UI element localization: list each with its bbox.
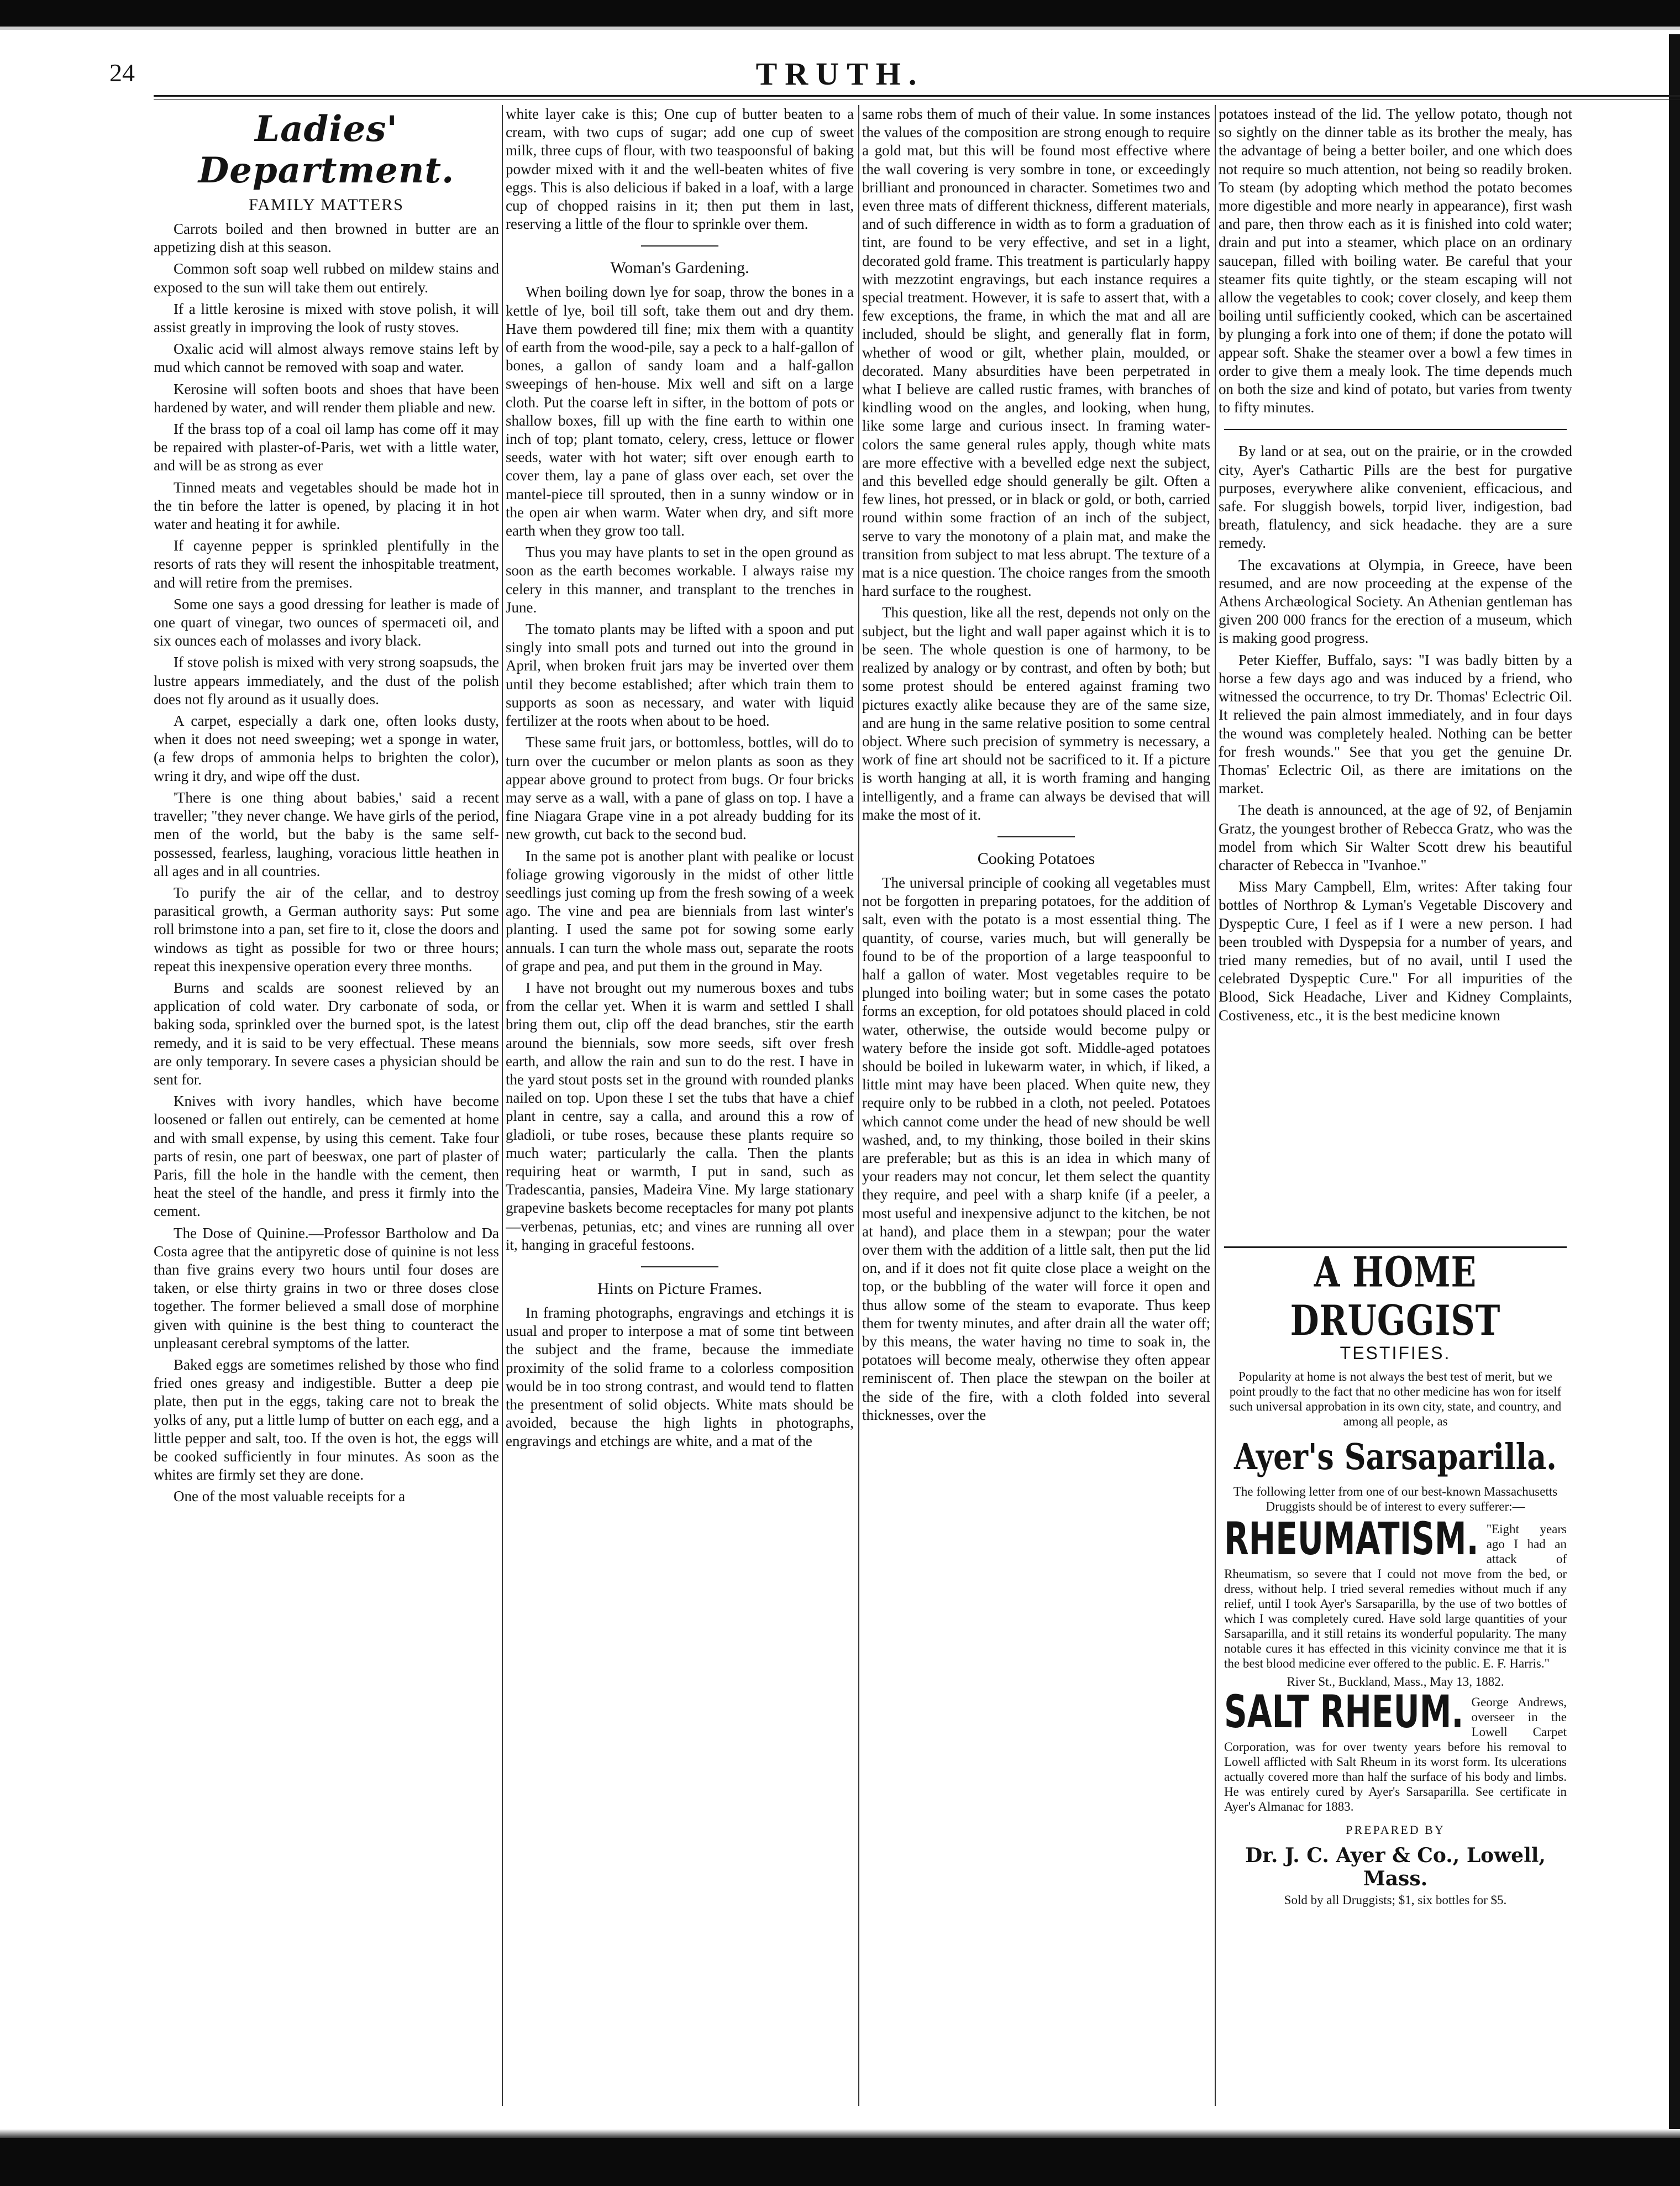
paragraph: Knives with ivory handles, which have become loosened or fallen out entirely, can be cemented at home and with small expense, by using this cement. Take four parts of resin, one part of beeswax, one part of plaster of Paris, fill the hole in the handle with the cement, then heat the steel of the handle, and press it firmly into the cement.: [154, 1093, 499, 1220]
department-title: Ladies' Department.: [198, 108, 455, 191]
paragraph: One of the most valuable receipts for a: [174, 1488, 406, 1505]
header-rule: [154, 95, 1680, 97]
paragraph: The death is announced, at the age of 92, of Benjamin Gratz, the youngest brother of Rebecca Gratz, who was the model from which Sir Walter Scott drew his beautiful character of Rebecca in "Ivanhoe.": [1219, 801, 1572, 873]
paragraph: The excavations at Olympia, in Greece, have been resumed, and are now proceeding at the expense of the Athens Archæological Society. An Athenian gentleman has given 200 000 francs for the erection of a museum, which is making good progress.: [1219, 556, 1572, 647]
header-rule-thin: [154, 99, 1680, 100]
column-4: [1219, 105, 1572, 1244]
paragraph: Tinned meats and vegetables should be made hot in the tin before the latter is opened, by placing it in hot water and heating it for awhile.: [154, 479, 499, 533]
section-separator: [641, 245, 718, 247]
section-separator: [998, 836, 1075, 837]
ad-rheumatism-text: "Eight years ago I had an attack of Rheumatism, so severe that I could not move from the bed, or dress, without help. I tried several remedies without much if any relief, until I took Ayer's Sarsaparilla, by the use of two bottles of which I was completely cured. Have sold large quantities of your Sarsaparilla, and it still retains its wonderful popularity. The many notable cures it has effected in this vicinity convince me that it is the best blood medicine ever offered to the public. E. F. Harris.": [1224, 1522, 1567, 1670]
paragraph: If stove polish is mixed with very strong soapsuds, the lustre appears immediately, and the dust of the polish does not fly around as it usually does.: [154, 654, 499, 707]
paragraph: Carrots boiled and then browned in butter are an appetizing dish at this season.: [154, 221, 499, 256]
ad-prepared-by: PREPARED BY: [1346, 1823, 1445, 1837]
paragraph: In the same pot is another plant with pealike or locust foliage growing vigorously in the midst of other little seedlings just coming up from the fresh sowing of a week ago. The vine and pea are biennials from last winter's planting. I used the same pot for sowing some early annuals. I can turn the whole mass out, separate the roots of grape and pea, and put them in the ground in May.: [506, 847, 854, 974]
article-continuation: [1219, 105, 1572, 417]
paragraph: Thus you may have plants to set in the open ground as soon as the earth becomes workable. I always raise my celery in this manner, and transplant to the trenches in June.: [506, 544, 854, 616]
article-body: [154, 220, 499, 1506]
paragraph: This question, like all the rest, depends not only on the subject, but the light and wall paper against which it is to be seen. The whole question is one of harmony, to be realized by analogy or by contrast, and often by both; but some protest should be entered against framing two pictures exactly alike because they are of the same size, and are hung in the same relative position to some central object. Where such precision of symmetry is necessary, a work of fine art should not be sacrificed to it. If a picture is worth hanging at all, it is worth framing and hanging intelligently, and a frame can always be devised that will make the most of it.: [862, 604, 1210, 823]
ad-intro: Popularity at home is not always the best test of merit, but we point proudly to the fact that no other medicine has won for itself such universal approbation in its own city, state, and country, and among all people, as: [1229, 1370, 1562, 1428]
section-separator: [1224, 429, 1567, 430]
paragraph: In framing photographs, engravings and etchings it is usual and proper to interpose a mat of some tint between the subject and the frame, because the immediate proximity of the solid frame to a colorless composition would be in too strong contrast, and would tend to flatten the presentment of solid objects. White mats should be avoided, because the high lights in photographs, engravings and etchings are white, and a mat of the: [506, 1304, 854, 1450]
article-body: [862, 874, 1210, 1424]
paragraph: same robs them of much of their value. In some instances the values of the composition are strong enough to require a gold mat, but this will be found most effective where the wall covering is very sombre in tone, or exceedingly brilliant and pronounced in character. Sometimes two and even three mats of different thickness, different materials, and of such difference in width as to form a graduation of tint, are found to be very effective, and set in a light, decorated gold frame. This treatment is particularly happy with mezzotint engravings, but each instance requires a special treatment. However, it is safe to assert that, with a few exceptions, the frame, in which the mat and all are included, should be slight, and generally flat in form, whether of wood or gilt, whether plain, moulded, or decorated. Many absurdities have been perpetrated in what I believe are called rustic frames, with branches of kindling wood on the angles, and looking, when hung, like some large and curious insect. In framing water-colors the same general rules apply, though white mats are more effective with a bevelled edge next the subject, and this bevelled edge should generally be gilt. Often a few lines, hot pressed, or in black or gold, or both, carried round within some fraction of an inch of the subject, serve to vary the monotony of a plain mat, and make the transition from subject to mat less abrupt. The texture of a mat is a nice question. The choice ranges from the smooth hard surface to the roughest.: [862, 106, 1210, 600]
paragraph: To purify the air of the cellar, and to destroy parasitical growth, a German authority says: Put some roll brimstone into a pan, set fire to it, close the doors and windows as tight as possible for two or three hours; repeat this inexpensive operation every three months.: [154, 884, 499, 974]
section-title-picture-frames: Hints on Picture Frames.: [597, 1279, 763, 1298]
paragraph: Burns and scalds are soonest relieved by an application of cold water. Dry carbonate of soda, or baking soda, sprinkled over the burned spot, is the latest remedy, and it is said to be very effectual. These means are only temporary. In severe cases a physician should be sent for.: [154, 979, 499, 1088]
column-divider-1: [502, 105, 503, 2106]
paragraph: Kerosine will soften boots and shoes that have been hardened by water, and will render them pliable and new.: [154, 380, 499, 416]
paragraph: Some one says a good dressing for leather is made of one quart of vinegar, two ounces of spermaceti oil, and six ounces each of molasses and ivory black.: [154, 595, 499, 649]
ad-subheadline: TESTIFIES.: [1340, 1343, 1451, 1363]
section-title-gardening: Woman's Gardening.: [610, 259, 749, 277]
ad-letter-intro: The following letter from one of our best-known Massachusetts Druggists should be of interest to every sufferer:—: [1233, 1485, 1558, 1513]
paragraph: A carpet, especially a dark one, often looks dusty, when it does not need sweeping; wet a sponge in water, (a few drops of ammonia helps to brighten the color), wring it dry, and wipe off the dust.: [154, 712, 499, 784]
paragraph: Oxalic acid will almost always remove stains left by mud which cannot be removed with soap and water.: [154, 340, 499, 376]
scan-bottom-shadow: [0, 2129, 1680, 2138]
section-separator: [641, 1266, 718, 1267]
page-number: 24: [109, 59, 135, 87]
ad-headline: A HOME DRUGGIST: [1290, 1248, 1501, 1345]
paragraph: By land or at sea, out on the prairie, or in the crowded city, Ayer's Cathartic Pills are the best for purgative purposes, everywhere alike convenient, efficacious, and safe. For sluggish bowels, torpid liver, indigestion, bad breath, flatulency, and sick headache. they are a sure remedy.: [1219, 443, 1572, 552]
paragraph: white layer cake is this; One cup of butter beaten to a cream, with two cups of sugar; add one cup of sweet milk, three cups of flour, with two teaspoonsful of baking powder mixed with it and the well-beaten whites of five eggs. This is also delicious if baked in a loaf, with a large cup of chopped raisins in it; then put them in last, reserving a little of the flour to sprinkle over them.: [506, 106, 854, 233]
ad-salt-rheum-word: SALT RHEUM.: [1224, 1685, 1464, 1738]
section-subtitle: FAMILY MATTERS: [249, 196, 404, 214]
ad-brand: Ayer's Sarsaparilla.: [1234, 1435, 1557, 1478]
paragraph: If a little kerosine is mixed with stove polish, it will assist greatly in improving the look of rusty stoves.: [154, 300, 499, 336]
advertisement-ayers-sarsaparilla: [1224, 1246, 1567, 2106]
paragraph: The tomato plants may be lifted with a spoon and put singly into small pots and turned out into the ground in April, when broken fruit jars may be inverted over them until they become established; after which train them to supports as soon as necessary, and water with liquid fertilizer at the roots when about to be hoed.: [506, 621, 854, 730]
article-continuation: [506, 105, 854, 233]
paragraph: The universal principle of cooking all vegetables must not be forgotten in preparing potatoes, for the addition of salt, even with the potato is a most essential thing. The quantity, of course, varies much, but will generally be found to be of the proportion of a large teaspoonful to half a gallon of water. Most vegetables require to be plunged into boiling water; but in some cases the potato forms an exception, for old potatoes should placed in cold water, otherwise, the outside would become pulpy or watery before the inside got soft. Middle-aged potatoes should be boiled in lukewarm water, in which, if liked, a little mint may have been placed. When quite new, they require only to be rubbed in a cloth, not peeled. Potatoes which cannot come under the head of new should be well washed, and, to my thinking, those boiled in their skins are preferable; but as this is an idea in which many of your readers may not concur, let them select the quantity they require, and peel with a sharp knife (if a peeler, a most useful and inexpensive adjunct to the kitchen, be not at hand), and place them in a stewpan; pour the water over them with the addition of a little salt, then put the lid on, and if it does not fit quite close place a weight on the top, or the bubbling of the water will force it open and thus allow some of the steam to evaporate. Thus keep them for twenty minutes, and after drain all the water off; by this means, the water having no time to soak in, the potatoes will become mealy, otherwise they often appear reminiscent of. Then place the stewpan on the boiler at the side of the fire, with a cloth folded into several thicknesses, over the: [862, 874, 1210, 1423]
column-2: [506, 105, 854, 2106]
section-title-cooking-potatoes: Cooking Potatoes: [977, 849, 1095, 868]
column-divider-2: [858, 105, 859, 2106]
ad-address: River St., Buckland, Mass., May 13, 1882.: [1287, 1675, 1504, 1689]
article-continuation: [862, 105, 1210, 824]
column-3: [862, 105, 1210, 2106]
paragraph: 'There is one thing about babies,' said a recent traveller; "they never change. We have girls of the period, men of the world, but the baby is the same self-possessed, fearless, laughing, voracious little heathen in all ages and in all countries.: [154, 789, 499, 879]
paragraph: The Dose of Quinine.—Professor Bartholow and Da Costa agree that the antipyretic dose of quinine is not less than five grains every two hours until four doses are taken, or else thirty grains in two or three doses close together. The former believed a small dose of morphine given with quinine is the best thing to counteract the unpleasant cerebral symptoms of the latter.: [154, 1224, 499, 1351]
article-body: [506, 1304, 854, 1451]
paragraph: Common soft soap well rubbed on mildew stains and exposed to the sun will take them out entirely.: [154, 260, 499, 296]
paragraph: Peter Kieffer, Buffalo, says: "I was badly bitten by a horse a few days ago and was induced by a friend, who witnessed the occurrence, to try Dr. Thomas' Eclectric Oil. It relieved the pain almost immediately, and in four days the wound was completely healed. Nothing can be better for fresh wounds." See that you get the genuine Dr. Thomas' Eclectric Oil, as there are imitations on the market.: [1219, 651, 1572, 797]
paragraph: I have not brought out my numerous boxes and tubs from the cellar yet. When it is warm and settled I shall bring them out, clip off the dead branches, stir the earth around the biennials, sow more seeds, sift over fresh earth, and allow the rain and sun to do the rest. I have in the yard stout posts set in the ground with rounded planks nailed on top. Upon these I set the tubs that have a chief plant in centre, say a calla, and around this a row of gladioli, or tube roses, because these plants require so much water; particularly the calla. Then the plants requiring heat or warmth, I put in sand, such as Tradescantia, pansies, Madeira Vine. My large stationary grapevine baskets become receptacles for many pot plants—verbenas, petunias, etc; and vines are running all over it, hanging in graceful festoons.: [506, 979, 854, 1253]
ad-rheumatism-word: RHEUMATISM.: [1224, 1512, 1479, 1565]
paragraph: potatoes instead of the lid. The yellow potato, though not so sightly on the dinner table as its brother the mealy, has the advantage of being a better boiler, and one which does not require so much attention, not being so readily broken. To steam (by adopting which method the potato becomes more digestible and more nearly in appearance), first wash and pare, then throw each as it is finished into cold water; drain and put into a steamer, which place on an ordinary saucepan, filled with boiling water. Be careful that your steamer fits quite tightly, or the steam escaping will not allow the vegetables to cook; cover closely, and keep them boiling until sufficiently cooked, which can be ascertained by plunging a fork into one of them; if done the potato will appear soft. Shake the steamer over a bowl a few times in order to give them a mealy look. The time depends much on both the size and kind of potato, but varies from twenty to fifty minutes.: [1219, 106, 1572, 416]
paragraph: Miss Mary Campbell, Elm, writes: After taking four bottles of Northrop & Lyman's Vegetable Discovery and Dyspeptic Cure, I feel as if I were a new person. I had been troubled with Dyspepsia for a number of years, and tried many remedies, but of no avail, until I used the celebrated Dyspeptic Cure." For all impurities of the Blood, Sick Headache, Liver and Kidney Complaints, Costiveness, etc., it is the best medicine known: [1219, 878, 1572, 1024]
masthead: TRUTH.: [755, 56, 925, 92]
column-1: [154, 105, 499, 2106]
paragraph: Baked eggs are sometimes relished by those who find fried ones greasy and indigestible. Butter a deep pie plate, then put in the eggs, taking care not to break the yolks of any, put a little lump of butter on each egg, and a little pepper and salt, too. If the oven is hot, the eggs will be cooked sufficiently in four minutes. As soon as the whites are firmly set they are done.: [154, 1356, 499, 1483]
ad-price: Sold by all Druggists; $1, six bottles for $5.: [1284, 1893, 1507, 1907]
paragraph: These same fruit jars, or bottomless, bottles, will do to turn over the cucumber or melon plants as soon as they appear above ground to protect from bugs. Or four bricks may serve as a wall, with a pane of glass on top. I have a fine Niagara Grape vine in a pot already budding for its new growth, cut back to the second bud.: [506, 734, 854, 843]
notices: [1219, 442, 1572, 1024]
column-divider-3: [1215, 105, 1216, 2106]
ad-maker: Dr. J. C. Ayer & Co., Lowell, Mass.: [1245, 1844, 1546, 1890]
scan-top-border: [0, 0, 1680, 27]
paragraph: If the brass top of a coal oil lamp has come off it may be repaired with plaster-of-Paris, wet with a little water, and will be as strong as ever: [154, 421, 499, 474]
scan-bottom-border: [0, 2138, 1680, 2186]
paragraph: If cayenne pepper is sprinkled plentifully in the resorts of rats they will resent the inhospitable treatment, and will retire from the premises.: [154, 537, 499, 591]
paragraph: When boiling down lye for soap, throw the bones in a kettle of lye, boil till soft, take them out and dry them. Have them powdered till fine; mix them with a quantity of earth from the wood-pile, say a peck to a half-gallon of bones, a gallon of sandy loam and a half-gallon sweepings of hen-house. Mix well and sift on a large cloth. Put the coarse left in sifter, in the bottom of pots or shallow boxes, fill up with the fine earth to within one inch of top; plant tomato, celery, cress, lettuce or flower seeds, water with hot water; sift over enough earth to cover them, lay a pane of glass over each, set over the mantel-piece till sprouted, then in a sunny window or in the open air when warm. Water when dry, and sift more earth when they grow too tall.: [506, 284, 854, 539]
scan-right-border: [1669, 34, 1680, 2135]
article-body: [506, 283, 854, 1254]
ad-salt-rheum-text: George Andrews, overseer in the Lowell Carpet Corporation, was for over twenty years before his removal to Lowell afflicted with Salt Rheum in its worst form. Its ulcerations actually covered more than half the surface of his body and limbs. He was entirely cured by Ayer's Sarsaparilla. See certificate in Ayer's Almanac for 1883.: [1224, 1695, 1567, 1813]
